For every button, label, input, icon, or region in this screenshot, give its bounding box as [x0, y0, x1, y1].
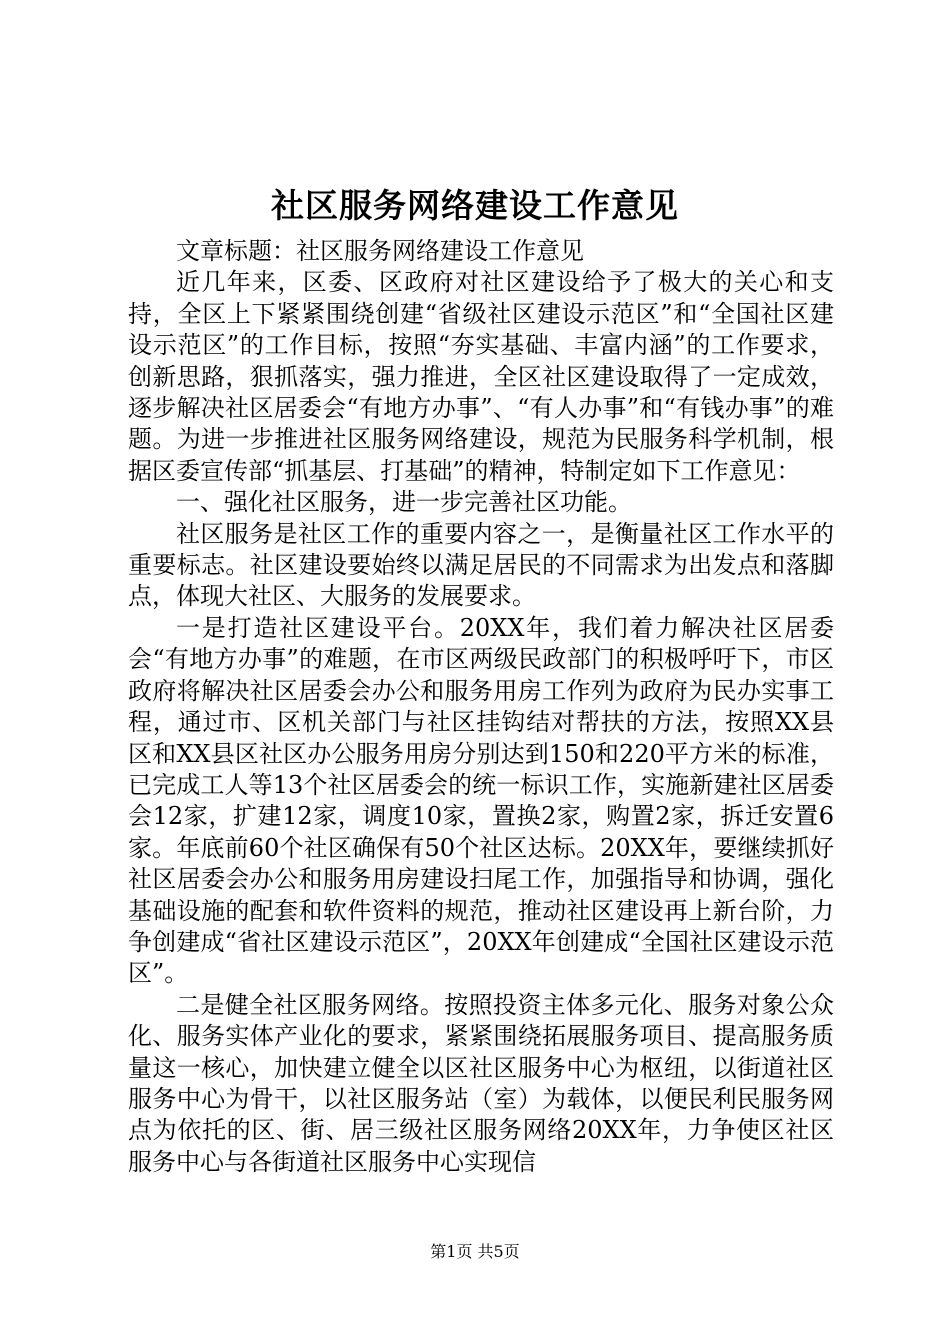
paragraph-platform: 一是打造社区建设平台。20XX年，我们着力解决社区居委会“有地方办事”的难题，在市区两级民政部门的积极呼吁下，市区政府将解决社区居委会办公和服务用房工作列为政府为民办实事工程，通过市、区机关部门与社区挂钩结对帮扶的方法，按照XX县区和XX县区社区办公服务用房分别达到150和220平方米的标准，已完成工人等13个社区居委会的统一标识工作，实施新建社区居委会12家，扩建12家，调度10家，置换2家，购置2家，拆迁安置6家。年底前60个社区确保有50个社区达标。20XX年，要继续抓好社区居委会办公和服务用房建设扫尾工作，加强指导和协调，强化基础设施的配套和软件资料的规范，推动社区建设再上新台阶，力争创建成“省社区建设示范区”，20XX年创建成“全国社区建设示范区”。: [128, 613, 834, 988]
article-title-line: 文章标题：社区服务网络建设工作意见: [176, 237, 584, 265]
section-heading-1: 一、强化社区服务，进一步完善社区功能。: [176, 488, 632, 517]
paragraph-network: 二是健全社区服务网络。按照投资主体多元化、服务对象公众化、服务实体产业化的要求，紧紧围绕拓展服务项目、提高服务质量这一核心，加快建立健全以区社区服务中心为枢纽，以街道社区服务中心为骨干，以社区服务站（室）为载体，以便民利民服务网点为依托的区、街、居三级社区服务网络20XX年，力争使区社区服务中心与各街道社区服务中心实现信: [128, 990, 834, 1176]
page-footer: 第1页 共5页: [430, 1242, 520, 1261]
paragraph-community-service: 社区服务是社区工作的重要内容之一，是衡量社区工作水平的重要标志。社区建设要始终以满足居民的不同需求为出发点和落脚点，体现大社区、大服务的发展要求。: [128, 519, 834, 611]
document-body: [128, 236, 834, 1178]
document-title: 社区服务网络建设工作意见: [271, 186, 679, 225]
paragraph-intro: 近几年来，区委、区政府对社区建设给予了极大的关心和支持，全区上下紧紧围绕创建“省级社区建设示范区”和“全国社区建设示范区”的工作目标，按照“夯实基础、丰富内涵”的工作要求，创新思路，狠抓落实，强力推进，全区社区建设取得了一定成效，逐步解决社区居委会“有地方办事”、“有人办事”和“有钱办事”的难题。为进一步推进社区服务网络建设，规范为民服务科学机制，根据区委宣传部“抓基层、打基础”的精神，特制定如下工作意见：: [128, 268, 834, 485]
